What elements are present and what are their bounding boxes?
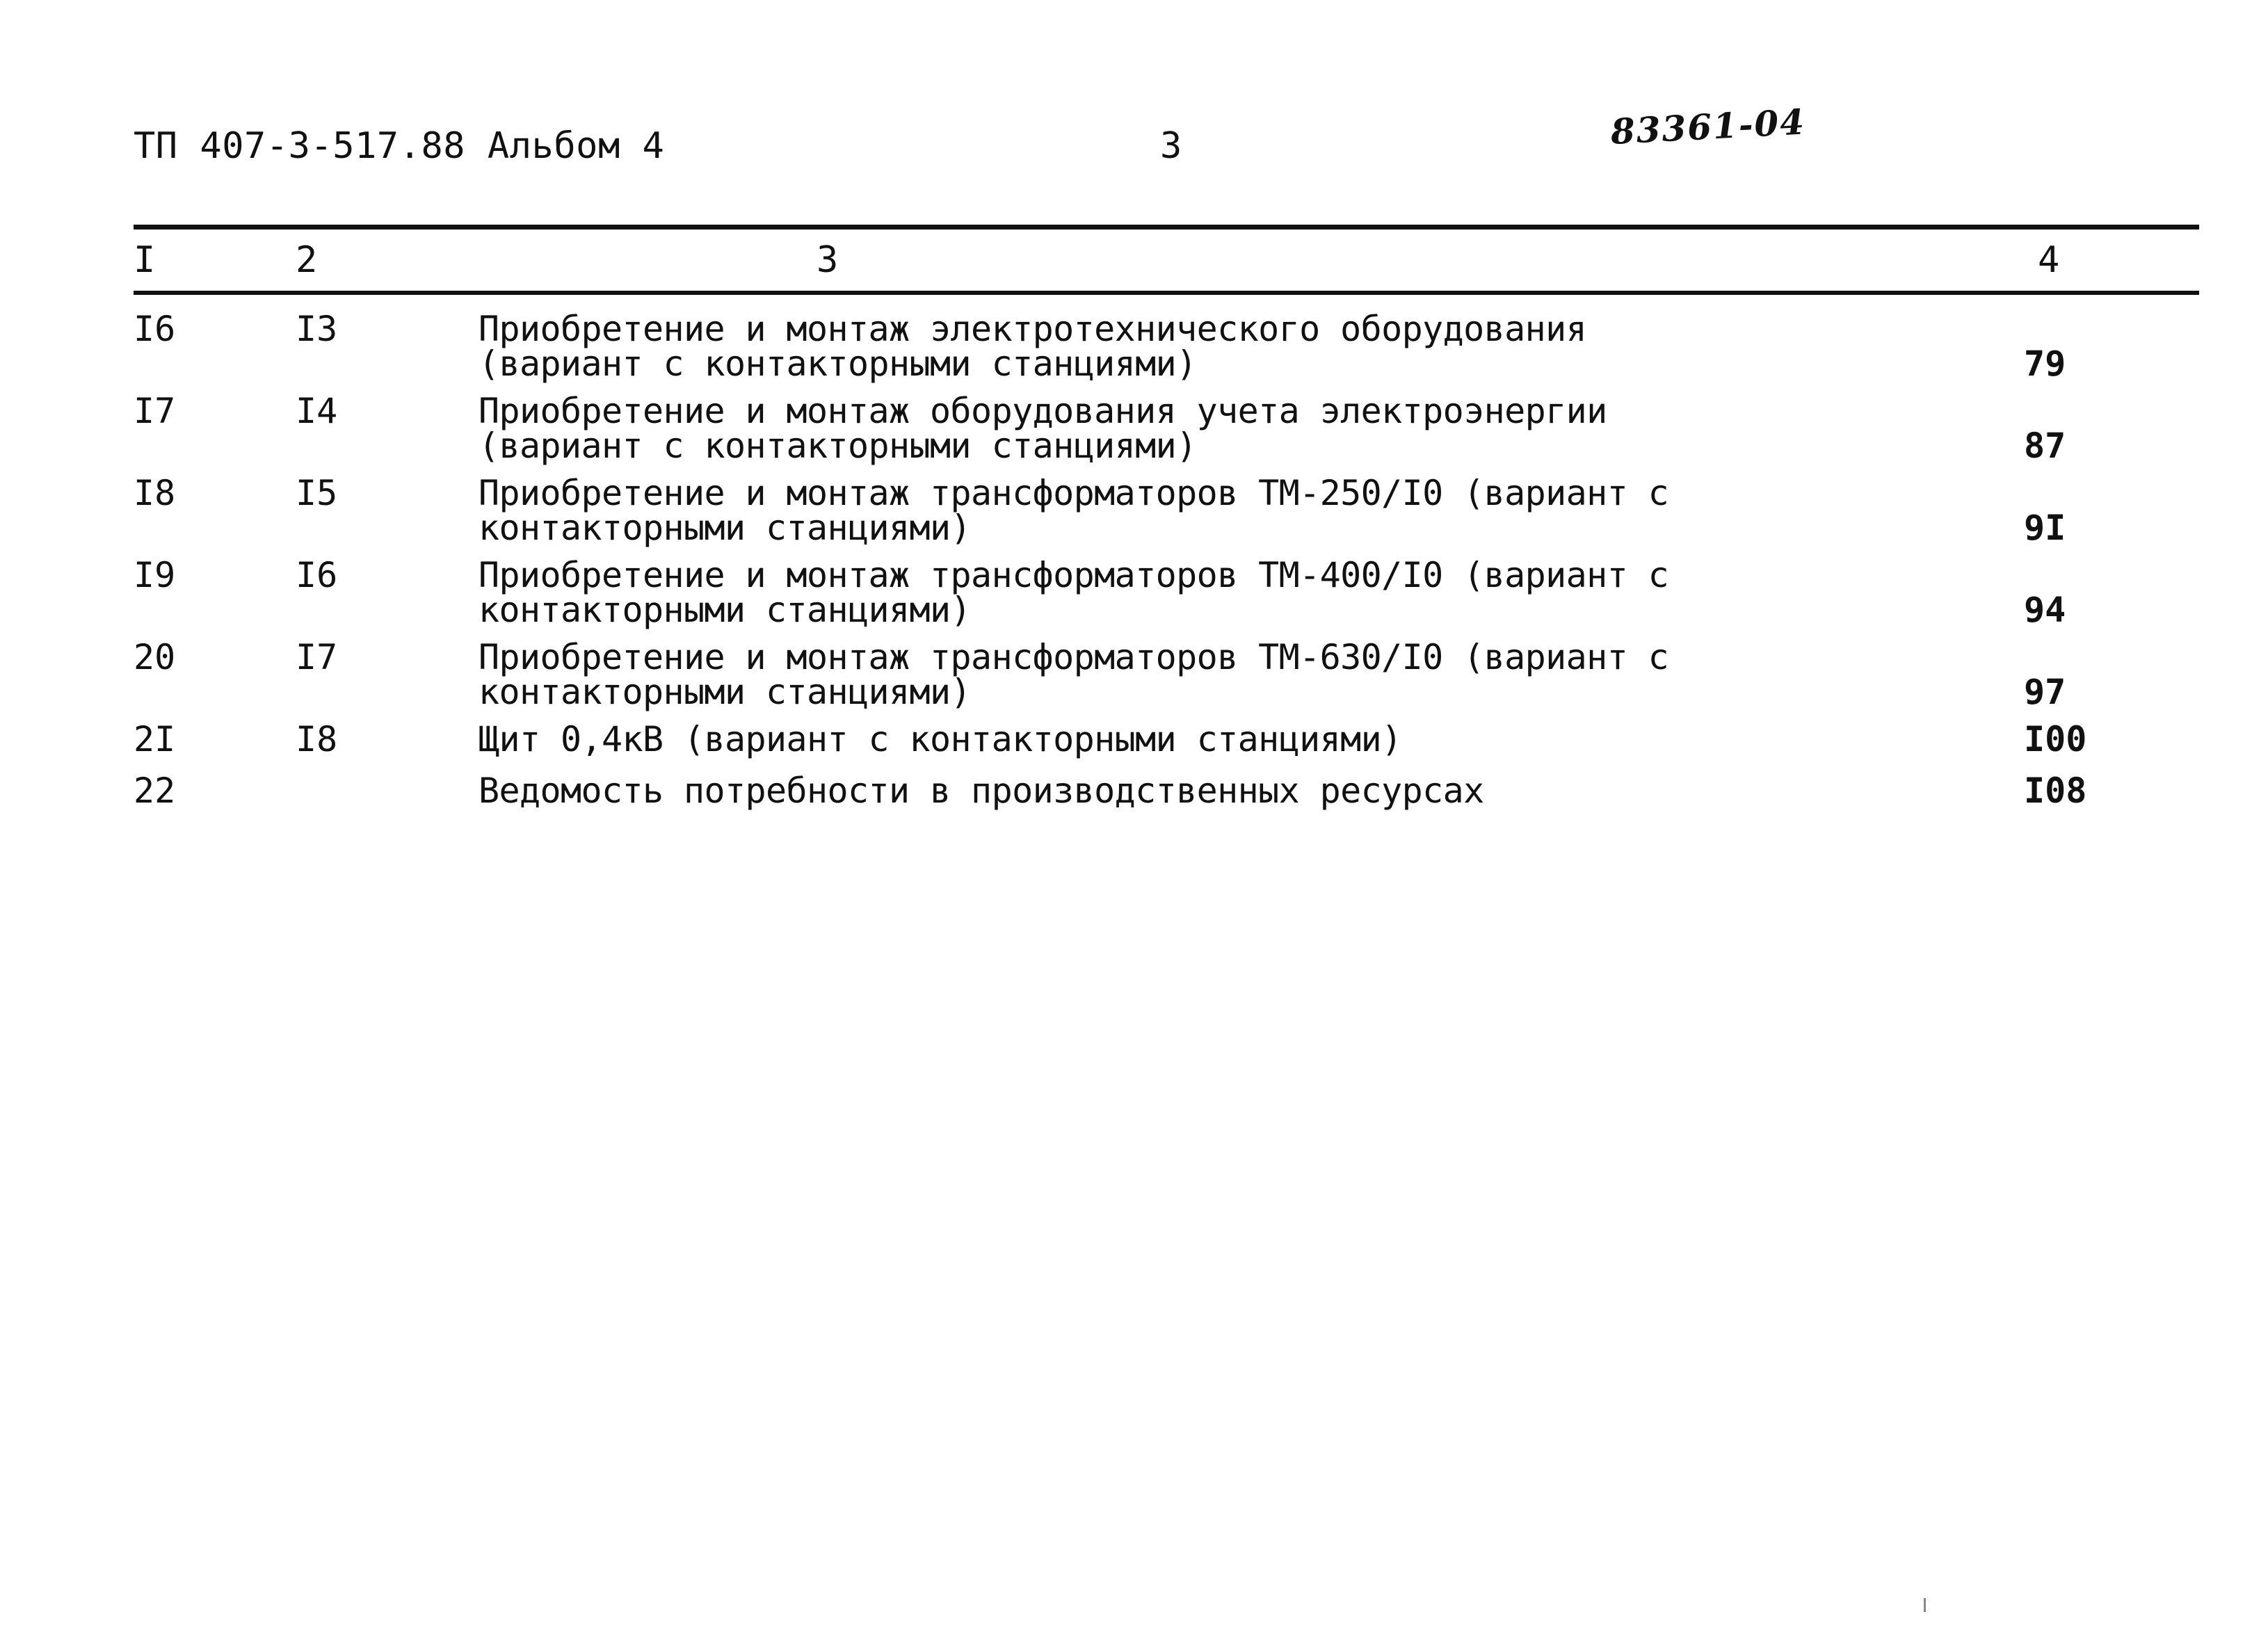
section-title: Приобретение и монтаж трансформаторов ТМ-250/I0 (вариант с контакторными станциями) bbox=[478, 473, 1669, 548]
row-number: I7 bbox=[134, 391, 176, 431]
section-title: Щит 0,4кВ (вариант с контакторными станциями) bbox=[478, 719, 1402, 759]
section-number: I6 bbox=[296, 555, 338, 595]
section-title: Приобретение и монтаж трансформаторов ТМ-400/I0 (вариант с контакторными станциями) bbox=[478, 555, 1669, 630]
table-top-rule bbox=[134, 225, 2199, 229]
section-title: Ведомость потребности в производственных ресурсах bbox=[478, 771, 1484, 811]
scan-speck bbox=[1924, 1598, 1926, 1612]
section-number: I4 bbox=[296, 391, 338, 431]
section-number: I7 bbox=[296, 637, 338, 677]
row-number: I6 bbox=[134, 309, 176, 349]
page-reference: I00 bbox=[2024, 719, 2087, 759]
section-number: I8 bbox=[296, 719, 338, 759]
row-number: 2I bbox=[134, 719, 176, 759]
page-reference: 79 bbox=[2024, 344, 2066, 384]
table-header-rule bbox=[134, 291, 2199, 295]
row-number: 22 bbox=[134, 771, 176, 811]
section-title: Приобретение и монтаж электротехнического оборудования (вариант с контакторными станциями) bbox=[478, 309, 1587, 384]
row-number: I8 bbox=[134, 473, 176, 513]
row-number: I9 bbox=[134, 555, 176, 595]
column-header-1: I bbox=[134, 239, 156, 281]
row-number: 20 bbox=[134, 637, 176, 677]
page-reference: 87 bbox=[2024, 426, 2066, 466]
section-number: I5 bbox=[296, 473, 338, 513]
section-title: Приобретение и монтаж оборудования учета электроэнергии (вариант с контакторными станциями) bbox=[478, 391, 1607, 466]
page-reference: 9I bbox=[2024, 508, 2066, 548]
column-header-4: 4 bbox=[2038, 239, 2060, 281]
page-reference: I08 bbox=[2024, 771, 2087, 811]
section-title: Приобретение и монтаж трансформаторов ТМ-630/I0 (вариант с контакторными станциями) bbox=[478, 637, 1669, 712]
handwritten-inventory-number: 83361-04 bbox=[1609, 101, 1807, 152]
column-header-2: 2 bbox=[296, 239, 318, 281]
document-code: ТП 407-3-517.88 Альбом 4 bbox=[134, 125, 665, 167]
page-number: 3 bbox=[1160, 125, 1182, 167]
page-reference: 94 bbox=[2024, 590, 2066, 630]
section-number: I3 bbox=[296, 309, 338, 349]
column-header-3: 3 bbox=[817, 239, 839, 281]
page-reference: 97 bbox=[2024, 672, 2066, 712]
